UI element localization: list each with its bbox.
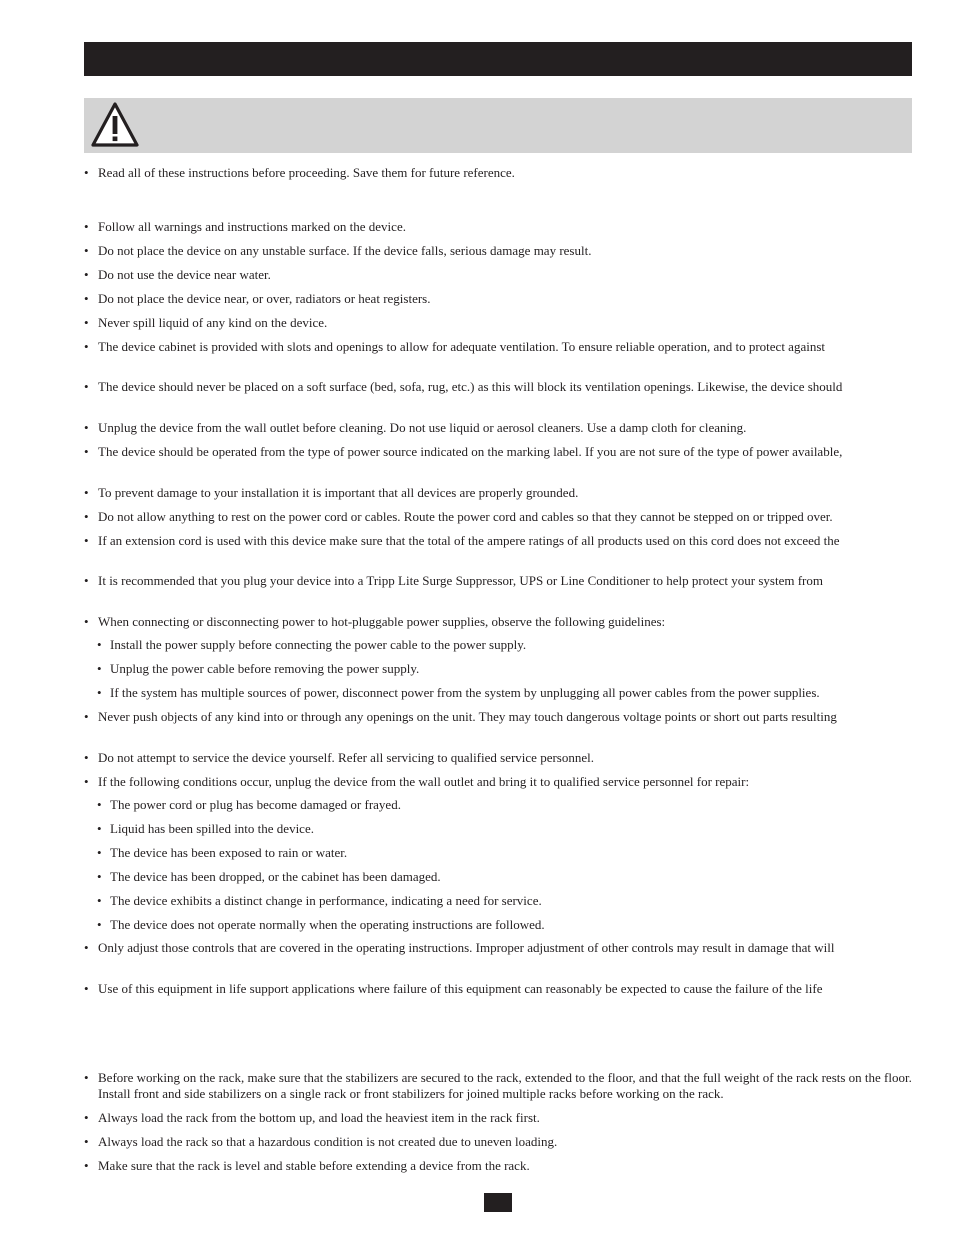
bullet: • — [97, 845, 102, 860]
list-item — [84, 291, 912, 307]
list-item-text: Do not place the device near, or over, radiators or heat registers. — [98, 291, 431, 306]
bullet: • — [84, 485, 89, 500]
bullet: • — [84, 291, 89, 306]
bullet: • — [84, 420, 89, 435]
list-item — [84, 1158, 912, 1174]
list-item-text: Liquid has been spilled into the device. — [110, 821, 314, 836]
list-item — [84, 315, 912, 331]
list-item — [84, 533, 912, 549]
bullet: • — [84, 1158, 89, 1173]
list-item — [84, 981, 912, 997]
list-item-text: It is recommended that you plug your device into a Tripp Lite Surge Suppressor, UPS or Line Conditioner to help protect your system from — [98, 573, 823, 588]
list-item-text: Do not allow anything to rest on the power cord or cables. Route the power cord and cables so that they cannot be stepped on or tripped over. — [98, 509, 833, 524]
bullet: • — [97, 685, 102, 700]
list-item-text: Always load the rack so that a hazardous condition is not created due to uneven loading. — [98, 1134, 558, 1149]
list-item-text: If an extension cord is used with this device make sure that the total of the ampere ratings of all products used on this cord does not exceed the — [98, 533, 840, 548]
list-item-text: Never push objects of any kind into or through any openings on the unit. They may touch dangerous voltage points or short out parts resulting — [98, 709, 837, 724]
list-item-text: The device has been exposed to rain or water. — [110, 845, 348, 860]
list-item-text: The device should be operated from the type of power source indicated on the marking label. If you are not sure of the type of power available, — [98, 444, 843, 459]
sub-list-item — [97, 917, 912, 933]
bullet: • — [97, 869, 102, 884]
list-item — [84, 243, 912, 259]
list-item-text: Unplug the device from the wall outlet before cleaning. Do not use liquid or aerosol cleaners. Use a damp cloth for cleaning. — [98, 420, 747, 435]
list-item — [84, 509, 912, 525]
list-item-text: Install the power supply before connecting the power cable to the power supply. — [110, 637, 527, 652]
list-item-text: The device should never be placed on a soft surface (bed, sofa, rug, etc.) as this will block its ventilation openings. Likewise, the device should — [98, 379, 843, 394]
list-item-text: If the system has multiple sources of power, disconnect power from the system by unplugging all power cables from the power supplies. — [110, 685, 820, 700]
bullet: • — [84, 243, 89, 258]
list-item-text: The device exhibits a distinct change in performance, indicating a need for service. — [110, 893, 542, 908]
list-item — [84, 774, 912, 790]
bullet: • — [97, 893, 102, 908]
sub-list-item — [97, 821, 912, 837]
list-item-text: Do not attempt to service the device yourself. Refer all servicing to qualified service personnel. — [98, 750, 594, 765]
list-item-text: To prevent damage to your installation it is important that all devices are properly grounded. — [98, 485, 579, 500]
list-item-text: Read all of these instructions before proceeding. Save them for future reference. — [98, 165, 515, 180]
sub-list-item — [97, 797, 912, 813]
bullet: • — [84, 709, 89, 724]
bullet: • — [84, 614, 89, 629]
bullet: • — [84, 315, 89, 330]
sub-list-item — [97, 893, 912, 909]
list-item — [84, 573, 912, 589]
bullet: • — [84, 981, 89, 996]
list-item — [84, 485, 912, 501]
list-item-text: Follow all warnings and instructions marked on the device. — [98, 219, 406, 234]
list-item-text: Never spill liquid of any kind on the device. — [98, 315, 328, 330]
list-item — [84, 379, 912, 395]
bullet: • — [84, 1134, 89, 1149]
bullet: • — [84, 1070, 89, 1085]
bullet: • — [84, 1110, 89, 1125]
list-item — [84, 165, 912, 181]
bullet: • — [84, 267, 89, 282]
list-item-text: Unplug the power cable before removing the power supply. — [110, 661, 420, 676]
list-item — [84, 219, 912, 235]
section-header-bar — [84, 42, 912, 76]
list-item — [84, 940, 912, 956]
bullet: • — [84, 750, 89, 765]
bullet: • — [97, 797, 102, 812]
list-item-text: Before working on the rack, make sure that the stabilizers are secured to the rack, extended to the floor, and that the full weight of the rack rests on the floor. Install front and side stabilizers on a single rack or front stabilizers for joined multiple racks before working on the rack. — [98, 1070, 912, 1101]
bullet: • — [97, 917, 102, 932]
bullet: • — [97, 821, 102, 836]
bullet: • — [84, 219, 89, 234]
list-item-text: Use of this equipment in life support applications where failure of this equipment can reasonably be expected to cause the failure of the life — [98, 981, 823, 996]
sub-list-item — [97, 661, 912, 677]
list-item — [84, 1070, 912, 1102]
bullet: • — [84, 509, 89, 524]
list-item-text: The device cabinet is provided with slots and openings to allow for adequate ventilation. To ensure reliable operation, and to protect against — [98, 339, 825, 354]
list-item — [84, 420, 912, 436]
sub-list-item — [97, 637, 912, 653]
list-item-text: If the following conditions occur, unplug the device from the wall outlet and bring it to qualified service personnel for repair: — [98, 774, 750, 789]
warning-triangle-icon — [90, 101, 140, 149]
list-item — [84, 614, 912, 630]
sub-list-item — [97, 845, 912, 861]
list-item — [84, 1134, 912, 1150]
list-item-text: Only adjust those controls that are covered in the operating instructions. Improper adjustment of other controls may result in damage that will — [98, 940, 835, 955]
list-item — [84, 339, 912, 355]
bullet: • — [84, 774, 89, 789]
list-item-text: Always load the rack from the bottom up, and load the heaviest item in the rack first. — [98, 1110, 540, 1125]
list-item — [84, 1110, 912, 1126]
page-number-tab — [484, 1193, 512, 1212]
list-item-text: Make sure that the rack is level and stable before extending a device from the rack. — [98, 1158, 530, 1173]
bullet: • — [84, 573, 89, 588]
sub-list-item — [97, 685, 912, 701]
list-item-text: When connecting or disconnecting power to hot-pluggable power supplies, observe the following guidelines: — [98, 614, 666, 629]
list-item-text: Do not use the device near water. — [98, 267, 271, 282]
bullet: • — [97, 637, 102, 652]
warning-banner — [84, 98, 912, 153]
list-item-text: The device does not operate normally when the operating instructions are followed. — [110, 917, 545, 932]
bullet: • — [97, 661, 102, 676]
bullet: • — [84, 165, 89, 180]
list-item-text: The device has been dropped, or the cabinet has been damaged. — [110, 869, 441, 884]
bullet: • — [84, 533, 89, 548]
list-item-text: Do not place the device on any unstable surface. If the device falls, serious damage may result. — [98, 243, 592, 258]
list-item — [84, 750, 912, 766]
sub-list-item — [97, 869, 912, 885]
bullet: • — [84, 444, 89, 459]
list-item — [84, 709, 912, 725]
bullet: • — [84, 339, 89, 354]
list-item — [84, 444, 912, 460]
bullet: • — [84, 940, 89, 955]
bullet: • — [84, 379, 89, 394]
list-item — [84, 267, 912, 283]
list-item-text: The power cord or plug has become damaged or frayed. — [110, 797, 401, 812]
